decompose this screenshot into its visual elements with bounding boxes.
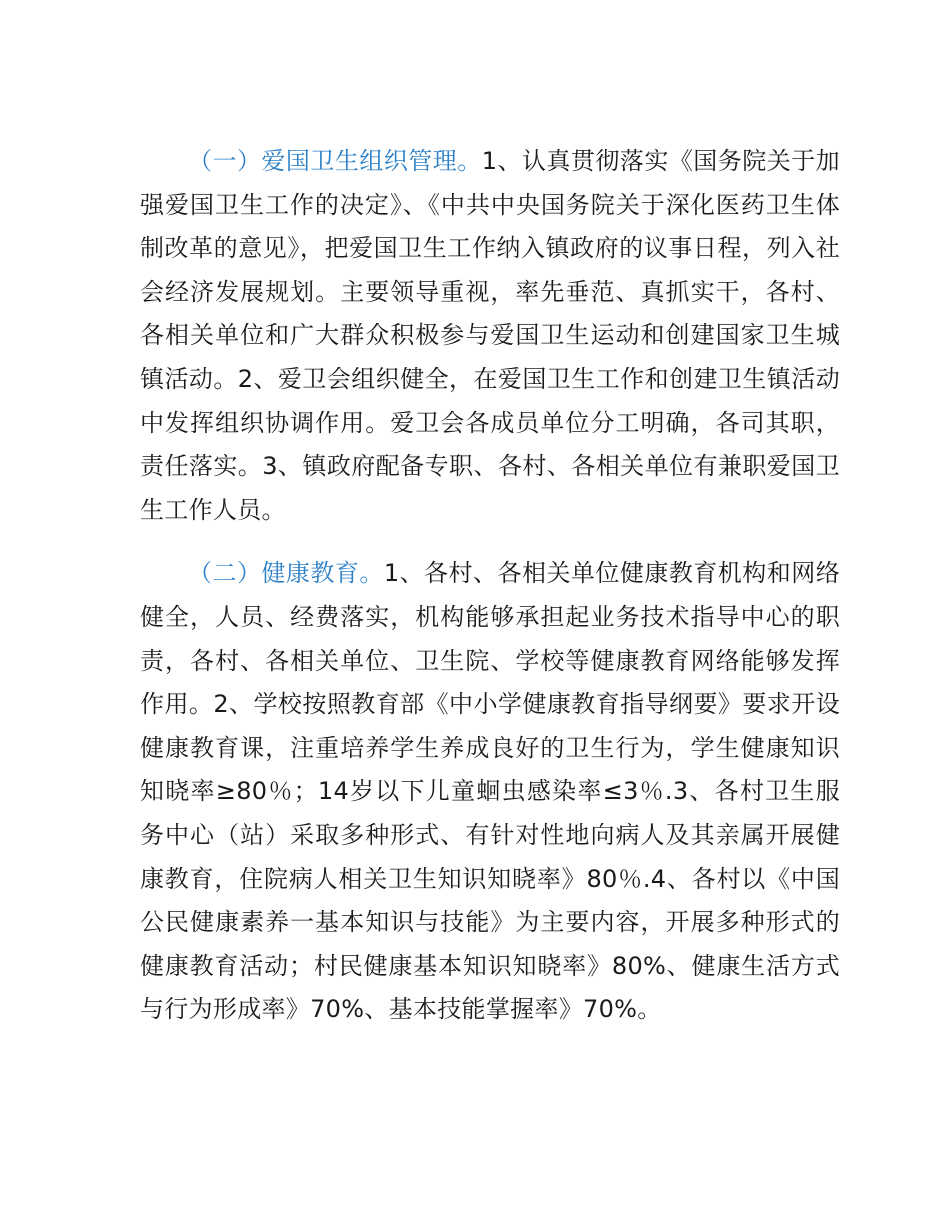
section-heading-organization-management: （一）爱国卫生组织管理。: [188, 147, 482, 175]
section-body-organization-management: 1、认真贯彻落实《国务院关于加强爱国卫生工作的决定》、《中共中央国务院关于深化医药卫生体制改革的意见》，把爱国卫生工作纳入镇政府的议事日程，列入社会经济发展规划。主要领导重视，率先垂范、真抓实干，各村、各相关单位和广大群众积极参与爱国卫生运动和创建国家卫生城镇活动。2、爱卫会组织健全，在爱国卫生工作和创建卫生镇活动中发挥组织协调作用。爱卫会各成员单位分工明确，各司其职，责任落实。3、镇政府配备专职、各村、各相关单位有兼职爱国卫生工作人员。: [140, 147, 840, 524]
section-body-health-education: 1、各村、各相关单位健康教育机构和网络健全，人员、经费落实，机构能够承担起业务技术指导中心的职责，各村、各相关单位、卫生院、学校等健康教育网络能够发挥作用。2、学校按照教育部《中小学健康教育指导纲要》要求开设健康教育课，注重培养学生养成良好的卫生行为，学生健康知识知晓率≥80％；14岁以下儿童蛔虫感染率≤3％.3、各村卫生服务中心（站）采取多种形式、有针对性地向病人及其亲属开展健康教育，住院病人相关卫生知识知晓率》80％.4、各村以《中国公民健康素养一基本知识与技能》为主要内容，开展多种形式的健康教育活动；村民健康基本知识知晓率》80%、健康生活方式与行为形成率》70%、基本技能掌握率》70%。: [140, 559, 840, 1024]
paragraph-organization-management: [140, 140, 840, 532]
document-page: [140, 140, 840, 1032]
section-heading-health-education: （二）健康教育。: [188, 559, 384, 588]
paragraph-health-education: [140, 552, 840, 1032]
